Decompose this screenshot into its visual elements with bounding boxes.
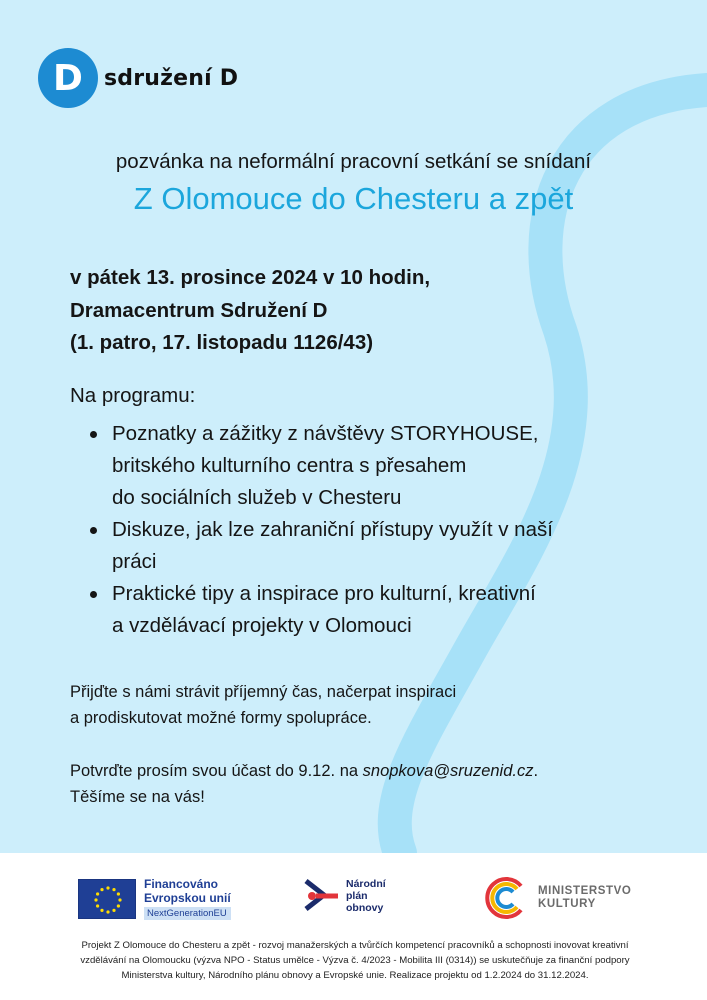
ministry-c-icon bbox=[480, 873, 530, 923]
logo-name: sdružení D bbox=[104, 65, 239, 91]
program-item bbox=[88, 578, 648, 642]
eu-logo-line: Evropskou unií bbox=[144, 891, 231, 905]
logo-mark: D bbox=[38, 48, 98, 108]
rsvp-suffix: . bbox=[533, 762, 539, 780]
program-item bbox=[88, 418, 648, 514]
program-item-line: a vzdělávací projekty v Olomouci bbox=[112, 614, 412, 637]
program-list bbox=[88, 418, 648, 642]
rsvp-email-link[interactable]: snopkova@sruzenid.cz bbox=[362, 762, 534, 780]
eu-logo bbox=[78, 877, 231, 920]
closing-line: Těšíme se na vás! bbox=[70, 788, 205, 806]
invite-line: Přijďte s námi strávit příjemný čas, načerpat inspiraci bbox=[70, 683, 457, 701]
disclaimer-line: Projekt Z Olomouce do Chesteru a zpět - rozvoj manažerských a tvůrčích kompetencí pracovníků a schopnosti inovovat kreativní bbox=[81, 940, 629, 951]
npo-logo-line: plán bbox=[346, 890, 368, 902]
invite-line: a prodiskutovat možné formy spolupráce. bbox=[70, 709, 372, 727]
ministry-logo-line: MINISTERSTVO bbox=[538, 885, 632, 897]
eu-logo-line: NextGenerationEU bbox=[144, 907, 231, 920]
npo-logo-line: Národní bbox=[346, 878, 386, 890]
invitation-subtitle: pozvánka na neformální pracovní setkání se snídaní bbox=[115, 150, 592, 173]
rsvp-prefix: Potvrďte prosím svou účast do 9.12. na bbox=[70, 762, 363, 780]
program-item-line: Praktické tipy a inspirace pro kulturní, kreativní bbox=[112, 582, 536, 605]
event-details bbox=[70, 262, 430, 360]
event-venue: Dramacentrum Sdružení D bbox=[70, 298, 328, 322]
program-item-line: práci bbox=[112, 550, 157, 573]
sponsor-logos bbox=[0, 853, 707, 933]
program-item bbox=[88, 514, 648, 578]
npo-logo-line: obnovy bbox=[346, 902, 384, 914]
event-address: (1. patro, 17. listopadu 1126/43) bbox=[70, 331, 374, 354]
program-heading: Na programu: bbox=[70, 384, 196, 407]
ministry-logo bbox=[480, 873, 631, 923]
event-title: Z Olomouce do Chesteru a zpět bbox=[133, 181, 574, 216]
program-item-line: britského kulturního centra s přesahem bbox=[112, 454, 467, 477]
project-disclaimer bbox=[30, 938, 680, 983]
program-item-line: do sociálních služeb v Chesteru bbox=[112, 486, 402, 509]
disclaimer-line: Ministerstva kultury, Národního plánu obnovy a Evropské unie. Realizace projektu od 1.2.2024 do 31.12.2024. bbox=[121, 970, 589, 981]
npo-arrow-icon bbox=[302, 875, 340, 917]
rsvp-line bbox=[70, 758, 538, 784]
ministry-logo-line: KULTURY bbox=[538, 898, 596, 910]
event-date: v pátek 13. prosince 2024 v 10 hodin, bbox=[70, 266, 431, 289]
program-item-line: Diskuze, jak lze zahraniční přístupy využít v naší bbox=[112, 518, 553, 541]
eu-flag-icon bbox=[78, 879, 136, 919]
npo-logo bbox=[302, 875, 386, 917]
disclaimer-line: vzdělávání na Olomoucku (výzva NPO - Status umělce - Výzva č. 4/2023 - Mobilita III (0314)) se uskutečňuje za finanční podpory bbox=[80, 955, 630, 966]
invite-text bbox=[70, 679, 456, 731]
eu-logo-line: Financováno bbox=[144, 877, 219, 891]
logo bbox=[38, 48, 238, 108]
rsvp-text bbox=[70, 758, 538, 810]
program-item-line: Poznatky a zážitky z návštěvy STORYHOUSE, bbox=[112, 422, 539, 445]
